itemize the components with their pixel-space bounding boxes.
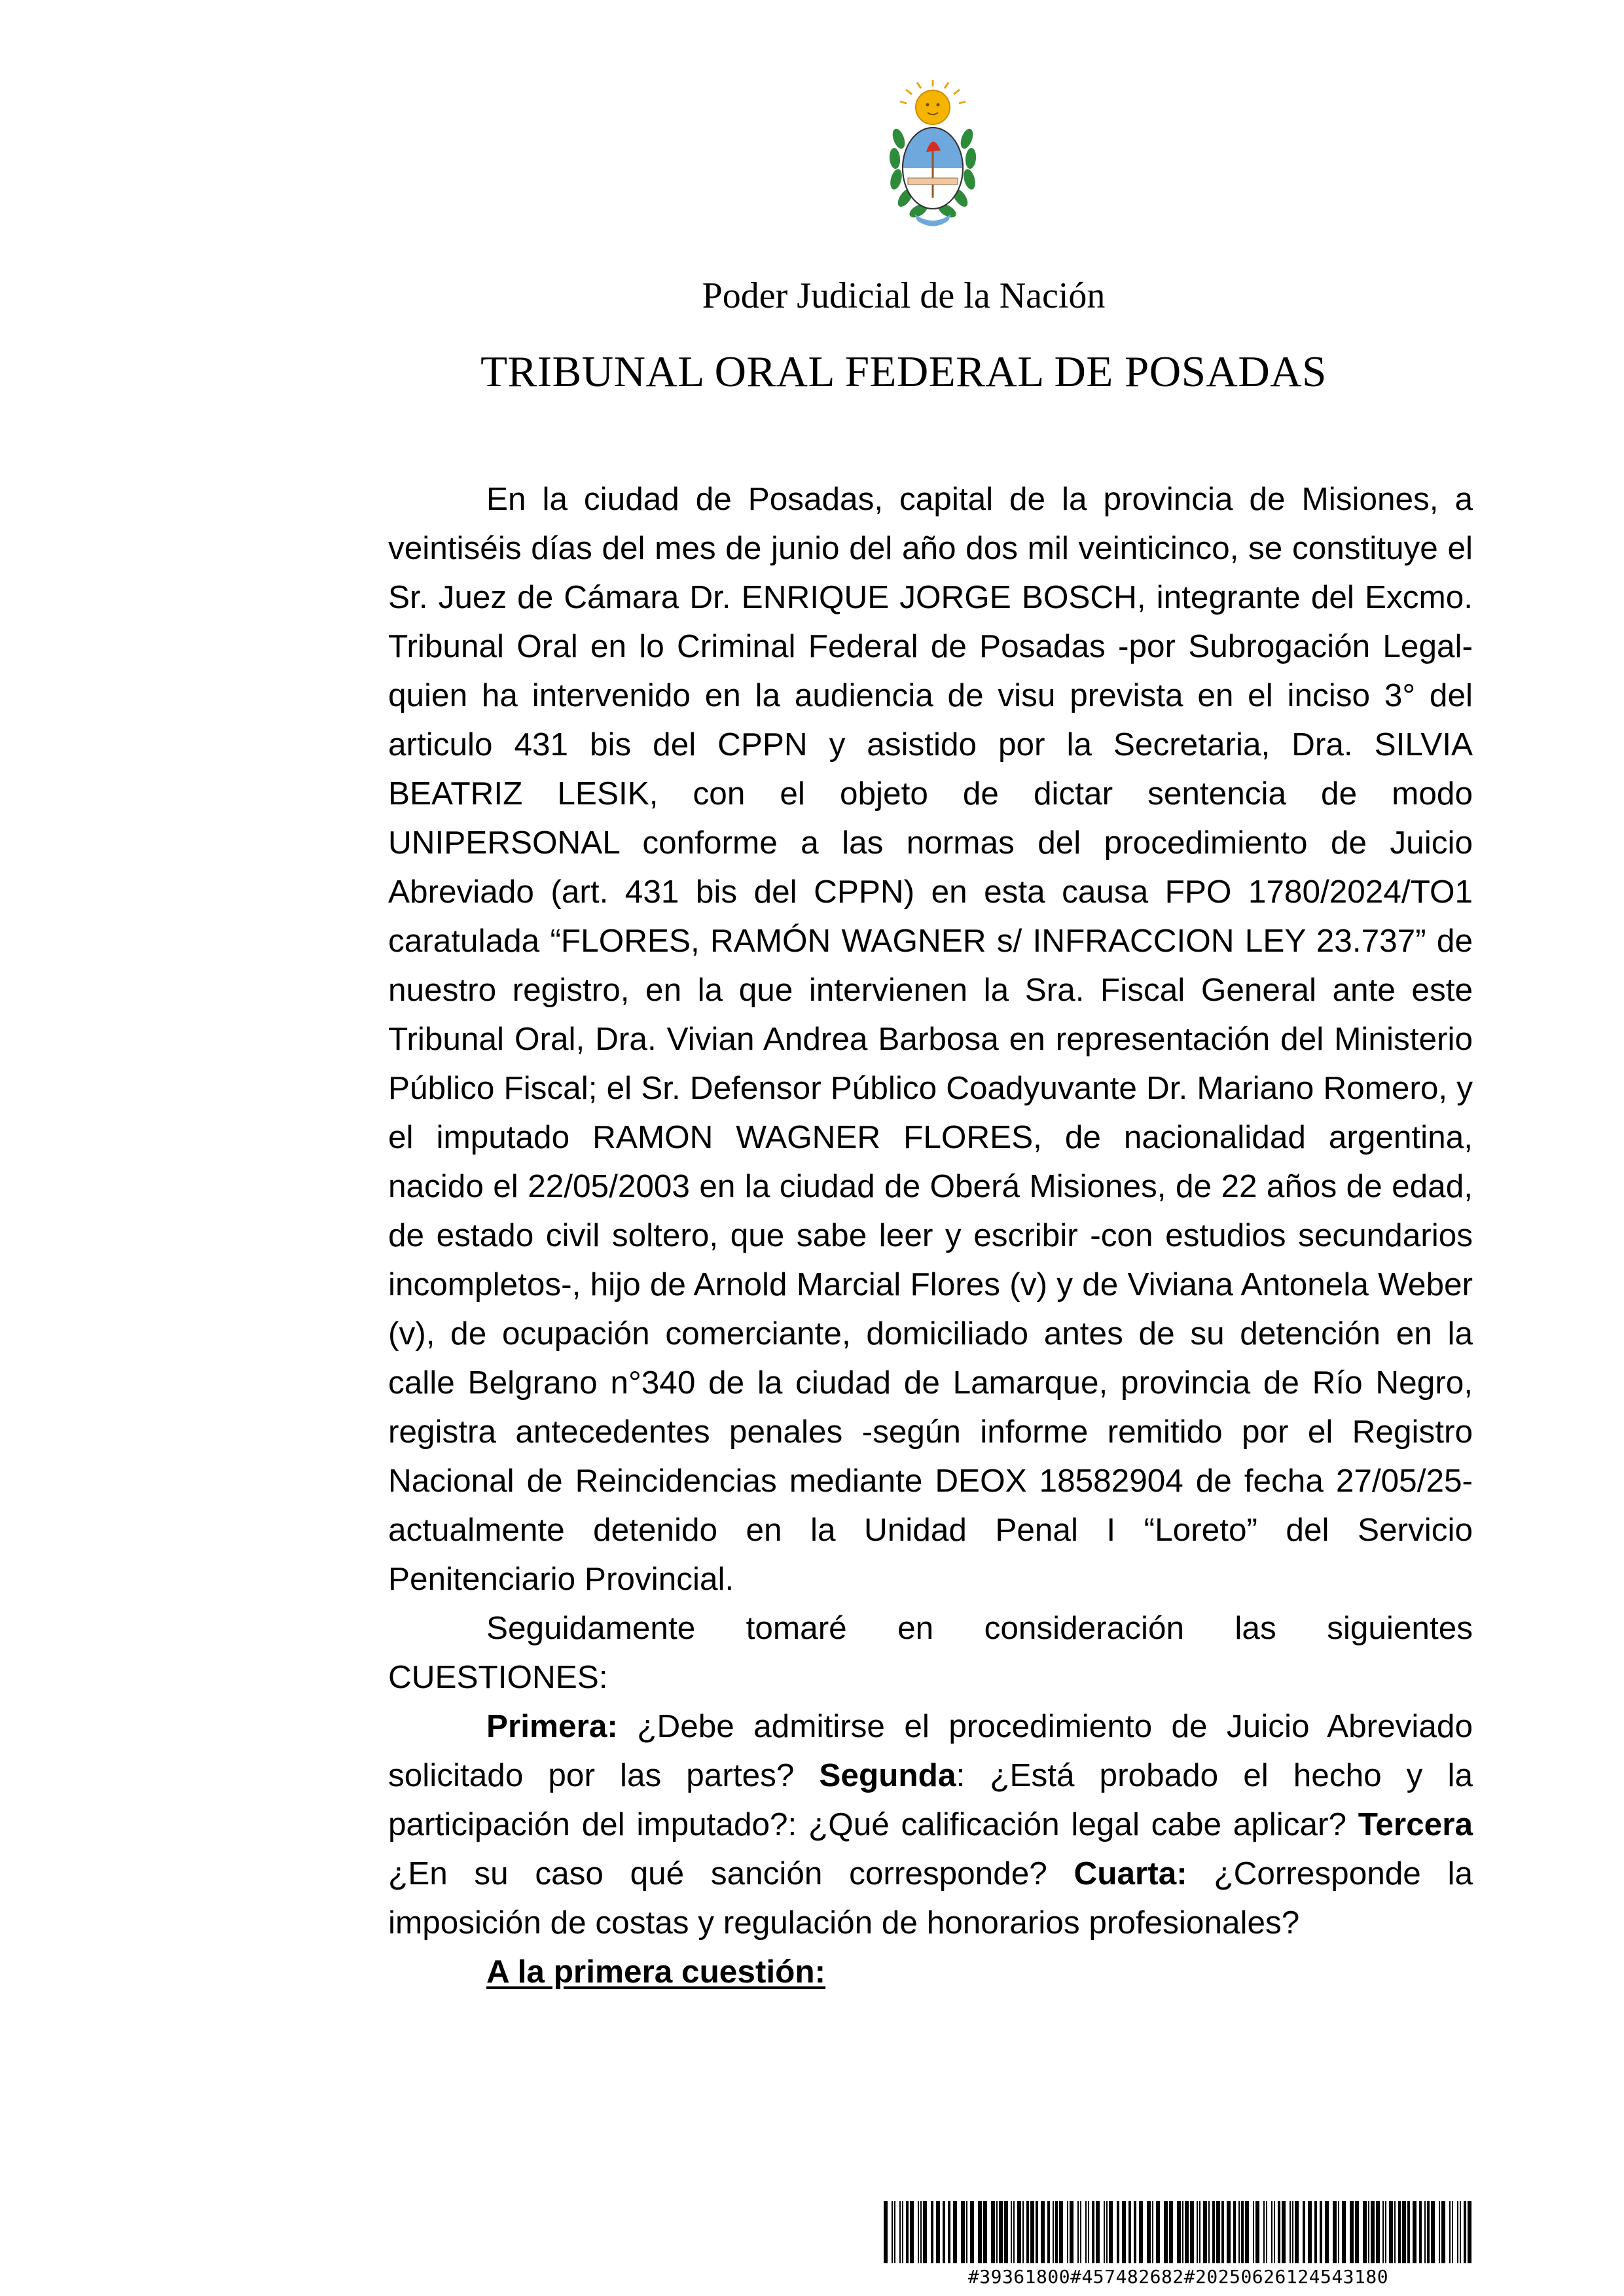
questions-paragraph (388, 1702, 1473, 1947)
barcode-bar (999, 2201, 1003, 2263)
barcode-bar (936, 2201, 940, 2263)
question-1-label: Primera: (486, 1708, 618, 1744)
barcode-bar (1080, 2201, 1081, 2263)
barcode-bar (902, 2201, 903, 2263)
document-barcode (884, 2201, 1473, 2287)
section-heading: A la primera cuestión: (486, 1954, 826, 1990)
argentine-coat-of-arms-icon (880, 80, 985, 237)
barcode-bar (906, 2201, 909, 2263)
question-1-text: ¿Debe admitirse el procedimiento de Juicio Abreviado solicitado por las partes? (388, 1708, 1473, 1793)
barcode-bar (1325, 2201, 1329, 2263)
questions-intro-paragraph: Seguidamente tomaré en consideración las siguientes CUESTIONES: (388, 1610, 1473, 1695)
barcode-number: #39361800#457482682#20250626124543180 (967, 2266, 1389, 2287)
question-2-label: Segunda (819, 1757, 956, 1793)
barcode-bar (1238, 2201, 1240, 2263)
barcode-bar (1292, 2201, 1293, 2263)
barcode-bar (1449, 2201, 1451, 2263)
barcode-bar (1182, 2201, 1183, 2263)
barcode-bar (1320, 2201, 1322, 2263)
barcode-bar (1266, 2201, 1267, 2263)
barcode-bar (1371, 2201, 1375, 2263)
barcode-bar (1424, 2201, 1426, 2263)
barcode-bar (978, 2201, 982, 2263)
barcode-bar (1092, 2201, 1094, 2263)
barcode-bar (1164, 2201, 1168, 2263)
barcode-bar (1402, 2201, 1406, 2263)
barcode-bar (1342, 2201, 1346, 2263)
barcode-bar (1382, 2201, 1384, 2263)
barcode-bar (1197, 2201, 1198, 2263)
barcode-bar (1185, 2201, 1189, 2263)
barcode-bar (1253, 2201, 1254, 2263)
barcode-bar (1355, 2201, 1359, 2263)
barcode-bar (1117, 2201, 1119, 2263)
institution-name: Poder Judicial de la Nación (702, 276, 1106, 316)
barcode-bar (1452, 2201, 1453, 2263)
barcode-bar (1055, 2201, 1058, 2263)
barcode-bar (910, 2201, 914, 2263)
barcode-bar (970, 2201, 974, 2263)
question-4-label: Cuarta: (1074, 1856, 1187, 1892)
question-3-label: Tercera (1358, 1806, 1473, 1842)
barcode-bar (931, 2201, 933, 2263)
barcode-bar (1177, 2201, 1181, 2263)
barcode-bar (1152, 2201, 1153, 2263)
barcode-bar (1303, 2201, 1305, 2263)
barcode-bar (1096, 2201, 1100, 2263)
barcode-bar (1295, 2201, 1299, 2263)
barcode-bar (1022, 2201, 1024, 2263)
barcode-bar (996, 2201, 998, 2263)
barcode-bar (923, 2201, 927, 2263)
barcode-bar (1363, 2201, 1367, 2263)
barcode-bar (953, 2201, 957, 2263)
barcode-bar (1413, 2201, 1416, 2263)
barcode-bar (1139, 2201, 1143, 2263)
barcode-bar (1030, 2201, 1034, 2263)
barcode-bar (1427, 2201, 1430, 2263)
barcode-bar (1070, 2201, 1074, 2263)
barcode-bar (892, 2201, 893, 2263)
barcode-bar (966, 2201, 967, 2263)
barcode-bar (1308, 2201, 1312, 2263)
barcode-bar (1221, 2201, 1224, 2263)
barcode-bar (918, 2201, 919, 2263)
barcode-bar (1241, 2201, 1244, 2263)
barcode-bar (948, 2201, 950, 2263)
barcode-bar (1368, 2201, 1369, 2263)
barcode-bar (1190, 2201, 1194, 2263)
barcode-bar (1338, 2201, 1339, 2263)
document-body (388, 475, 1473, 1996)
barcode-bar (1085, 2201, 1087, 2263)
barcode-bar (1460, 2201, 1461, 2263)
barcode-bar (894, 2201, 895, 2263)
barcode-bar (1208, 2201, 1210, 2263)
barcode-bar (1274, 2201, 1275, 2263)
barcode-bar (1271, 2201, 1272, 2263)
barcode-bar (1333, 2201, 1337, 2263)
barcode-bar (1419, 2201, 1422, 2263)
barcode-bar (1026, 2201, 1029, 2263)
barcode-bar (1109, 2201, 1113, 2263)
barcode-bar (1169, 2201, 1173, 2263)
barcode-bar (1199, 2201, 1200, 2263)
barcode-bar (1047, 2201, 1050, 2263)
barcode-bar (1004, 2201, 1008, 2263)
barcode-bar (1017, 2201, 1021, 2263)
barcode-bar (1439, 2201, 1440, 2263)
barcode-bar (1376, 2201, 1380, 2263)
barcode-bar (1036, 2201, 1038, 2263)
barcode-bar (1278, 2201, 1280, 2263)
question-2-text: : ¿Está probado el hecho y la participación del imputado?: ¿Qué calificación legal cabe aplicar? (388, 1757, 1473, 1842)
barcode-bar (1398, 2201, 1401, 2263)
barcode-bar (1441, 2201, 1445, 2263)
barcode-bar (1394, 2201, 1396, 2263)
barcode-bar (1233, 2201, 1236, 2263)
barcode-bar (1464, 2201, 1466, 2263)
barcode-bar (1059, 2201, 1063, 2263)
barcode-bar (1314, 2201, 1317, 2263)
barcode-bar (1128, 2201, 1131, 2263)
barcode-bar (961, 2201, 965, 2263)
question-3-text: ¿En su caso qué sanción corresponde? (388, 1856, 1074, 1892)
barcode-bar (1290, 2201, 1291, 2263)
barcode-bar (1263, 2201, 1265, 2263)
barcode-bar (1106, 2201, 1108, 2263)
barcode-bar (983, 2201, 987, 2263)
court-name: TRIBUNAL ORAL FEDERAL DE POSADAS (480, 348, 1327, 396)
barcode-bar (1282, 2201, 1286, 2263)
barcode-bar (1385, 2201, 1386, 2263)
barcode-bar (1134, 2201, 1136, 2263)
barcode-bar (1227, 2201, 1231, 2263)
section-heading-line (388, 1947, 1473, 1996)
barcode-bar (1407, 2201, 1410, 2263)
barcode-bar (1077, 2201, 1079, 2263)
barcode-bar (1216, 2201, 1220, 2263)
barcode-bar (991, 2201, 995, 2263)
barcode-bar (920, 2201, 922, 2263)
barcode-bar (1122, 2201, 1126, 2263)
barcode-bar (1156, 2201, 1160, 2263)
barcode-bar (1203, 2201, 1207, 2263)
barcode-bar (943, 2201, 945, 2263)
barcode-bar (1468, 2201, 1471, 2263)
barcode-bar (884, 2201, 888, 2263)
barcode-bar (1255, 2201, 1259, 2263)
barcode-bar (1389, 2201, 1393, 2263)
barcode-bar (1104, 2201, 1105, 2263)
barcode-bar (1041, 2201, 1045, 2263)
barcode-bar (1147, 2201, 1151, 2263)
opening-paragraph: En la ciudad de Posadas, capital de la provincia de Misiones, a veintiséis días del mes de junio del año dos mil veinticinco, se constituye el Sr. Juez de Cámara Dr. ENRIQUE JORGE BOSCH, integrante del Excmo. Tribunal Oral en lo Criminal Federal de Posadas -por Subrogación Legal- quien ha intervenido en la audiencia de visu prevista en el inciso 3° del articulo 431 bis del CPPN y asistido por la Secretaria, Dra. SILVIA BEATRIZ LESIK, con el objeto de dictar sentencia de modo UNIPERSONAL conforme a las normas del procedimiento de Juicio Abreviado (art. 431 bis del CPPN) en esta causa FPO 1780/2024/TO1 caratulada “FLORES, RAMÓN WAGNER s/ INFRACCION LEY 23.737” de nuestro registro, en la que intervienen la Sra. Fiscal General ante este Tribunal Oral, Dra. Vivian Andrea Barbosa en representación del Ministerio Público Fiscal; el Sr. Defensor Público Coadyuvante Dr. Mariano Romero, y el imputado RAMON WAGNER FLORES, de nacionalidad argentina, nacido el 22/05/2003 en la ciudad de Oberá Misiones, de 22 años de edad, de estado civil soltero, que sabe leer y escribir -con estudios secundarios incompletos-, hijo de Arnold Marcial Flores (v) y de Viviana Antonela Weber (v), de ocupación comerciante, domiciliado antes de su detención en la calle Belgrano n°340 de la ciudad de Lamarque, provincia de Río Negro, registra antecedentes penales -según informe remitido por el Registro Nacional de Reincidencias mediante DEOX 18582904 de fecha 27/05/25- actualmente detenido en la Unidad Penal I “Loreto” del Servicio Penitenciario Provincial. (388, 481, 1473, 1597)
barcode-bar (1067, 2201, 1068, 2263)
barcode-bar (1013, 2201, 1015, 2263)
barcode-bar (1431, 2201, 1435, 2263)
barcode-bar (1212, 2201, 1215, 2263)
barcode-bar (1350, 2201, 1354, 2263)
barcode-bar (1245, 2201, 1249, 2263)
barcode-bar (1457, 2201, 1458, 2263)
barcode-bar (1088, 2201, 1089, 2263)
question-4-text: ¿Corresponde la imposición de costas y regulación de honorarios profesionales? (388, 1856, 1473, 1941)
barcode-bar (1053, 2201, 1054, 2263)
barcode-bar (1011, 2201, 1012, 2263)
barcode-bar (899, 2201, 901, 2263)
barcode-icon (884, 2201, 1473, 2263)
